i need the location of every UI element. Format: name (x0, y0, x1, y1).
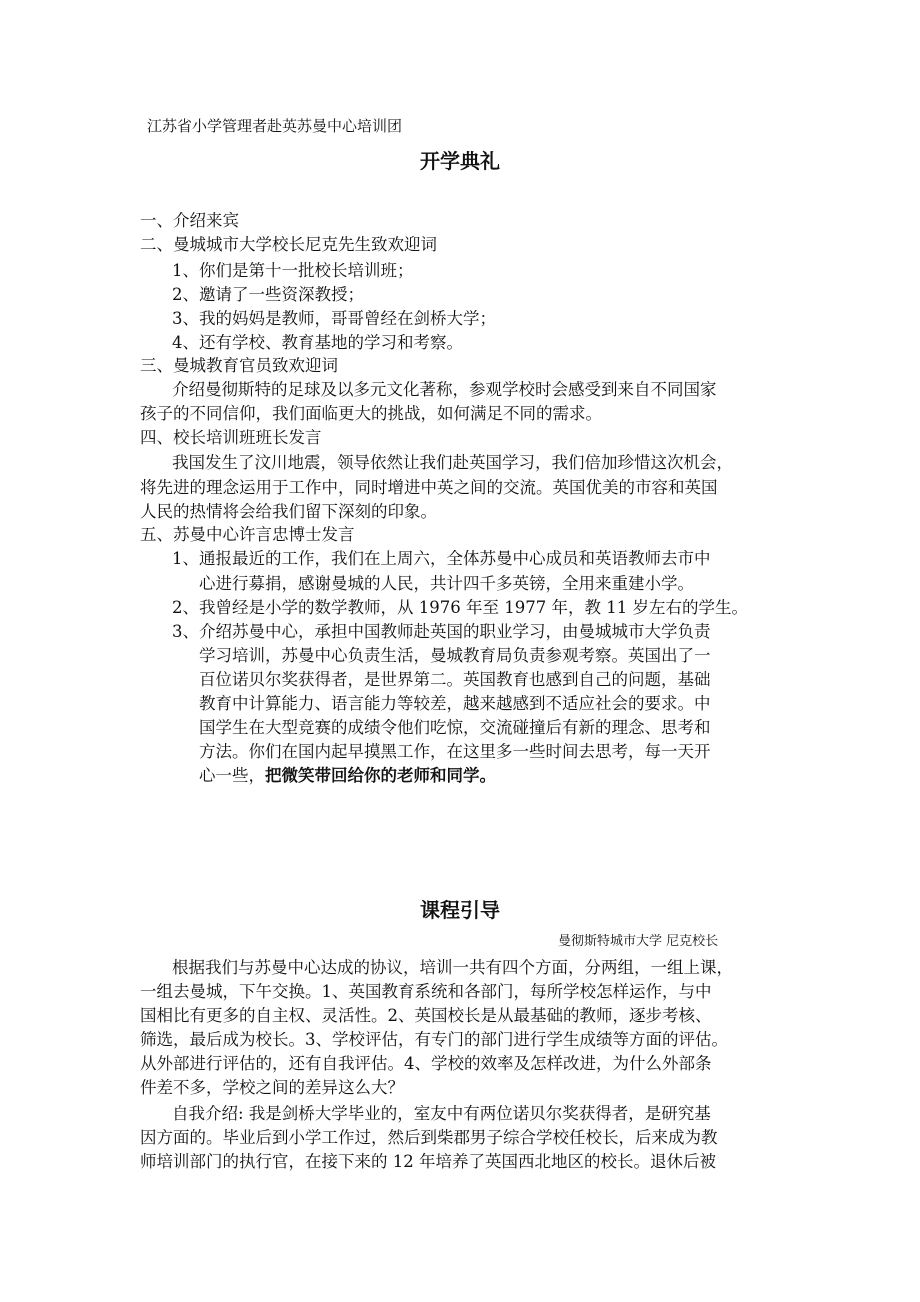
paragraph-line: 国相比有更多的自主权、灵活性。2、英国校长是从最基础的教师，逐步考核、 (140, 1006, 712, 1025)
item-heading-1: 一、介绍来宾 (140, 211, 239, 230)
paragraph-line: 将先进的理念运用于工作中，同时增进中英之间的交流。英国优美的市容和英国 (140, 478, 718, 497)
byline: 曼彻斯特城市大学 尼克校长 (558, 934, 719, 949)
item-heading-3: 三、曼城教育官员致欢迎词 (140, 356, 338, 375)
list-item: 2、我曾经是小学的数学教师，从 1976 年至 1977 年，教 11 岁左右的学生。 (172, 598, 748, 617)
list-item: 3、我的妈妈是教师，哥哥曾经在剑桥大学； (172, 309, 496, 328)
section-title-course-guide: 课程引导 (420, 898, 500, 922)
list-item-continued: 方法。你们在国内起早摸黑工作，在这里多一些时间去思考，每一天开 (199, 742, 711, 761)
paragraph-line: 人民的热情将会给我们留下深刻的印象。 (140, 502, 437, 521)
list-item-continued: 学习培训，苏曼中心负责生活，曼城教育局负责参观考察。英国出了一 (199, 646, 711, 665)
paragraph-line: 因方面的。毕业后到小学工作过，然后到柴郡男子综合学校任校长，后来成为教 (140, 1128, 718, 1147)
item-heading-5: 五、苏曼中心许言忠博士发言 (140, 525, 355, 544)
closing-bold-text: 把微笑带回给你的老师和同学。 (265, 766, 496, 785)
list-item: 4、还有学校、教育基地的学习和考察。 (172, 333, 463, 352)
list-item-continued: 教育中计算能力、语言能力等较差，越来越感到不适应社会的要求。中 (199, 694, 711, 713)
list-item: 3、介绍苏曼中心，承担中国教师赴英国的职业学习，由曼城城市大学负责 (172, 622, 711, 641)
list-item: 2、邀请了一些资深教授； (172, 285, 364, 304)
paragraph-line: 我国发生了汶川地震，领导依然让我们赴英国学习，我们倍加珍惜这次机会， (172, 453, 733, 472)
org-header: 江苏省小学管理者赴英苏曼中心培训团 (147, 117, 403, 135)
list-item-continued: 国学生在大型竞赛的成绩令他们吃惊，交流碰撞后有新的理念、思考和 (199, 718, 711, 737)
list-item: 1、你们是第十一批校长培训班； (172, 261, 414, 280)
paragraph-line: 筛选，最后成为校长。3、学校评估，有专门的部门进行学生成绩等方面的评估。 (140, 1030, 728, 1049)
section-title-opening-ceremony: 开学典礼 (420, 149, 500, 173)
paragraph-line: 件差不多，学校之间的差异这么大？ (140, 1078, 404, 1097)
list-item-continued: 心进行募捐，感谢曼城的人民，共计四千多英镑，全用来重建小学。 (199, 574, 694, 593)
item-heading-4: 四、校长培训班班长发言 (140, 428, 322, 447)
list-item-continued (199, 764, 496, 788)
paragraph-line: 从外部进行评估的，还有自我评估。4、学校的效率及怎样改进，为什么外部条 (140, 1054, 712, 1073)
paragraph-line: 一组去曼城，下午交换。1、英国教育系统和各部门，每所学校怎样运作，与中 (140, 982, 712, 1001)
paragraph-line: 师培训部门的执行官，在接下来的 12 年培养了英国西北地区的校长。退休后被 (140, 1152, 716, 1171)
paragraph-line: 根据我们与苏曼中心达成的协议，培训一共有四个方面，分两组，一组上课， (172, 958, 733, 977)
closing-text: 心一些， (199, 766, 265, 785)
list-item-continued: 百位诺贝尔奖获得者，是世界第二。英国教育也感到自己的问题，基础 (199, 670, 711, 689)
list-item: 1、通报最近的工作，我们在上周六，全体苏曼中心成员和英语教师去市中 (172, 549, 711, 568)
paragraph-line: 自我介绍: 我是剑桥大学毕业的，室友中有两位诺贝尔奖获得者，是研究基 (172, 1104, 711, 1123)
paragraph-line: 介绍曼彻斯特的足球及以多元文化著称，参观学校时会感受到来自不同国家 (172, 380, 717, 399)
item-heading-2: 二、曼城城市大学校长尼克先生致欢迎词 (140, 235, 437, 254)
paragraph-line: 孩子的不同信仰，我们面临更大的挑战，如何满足不同的需求。 (140, 404, 602, 423)
